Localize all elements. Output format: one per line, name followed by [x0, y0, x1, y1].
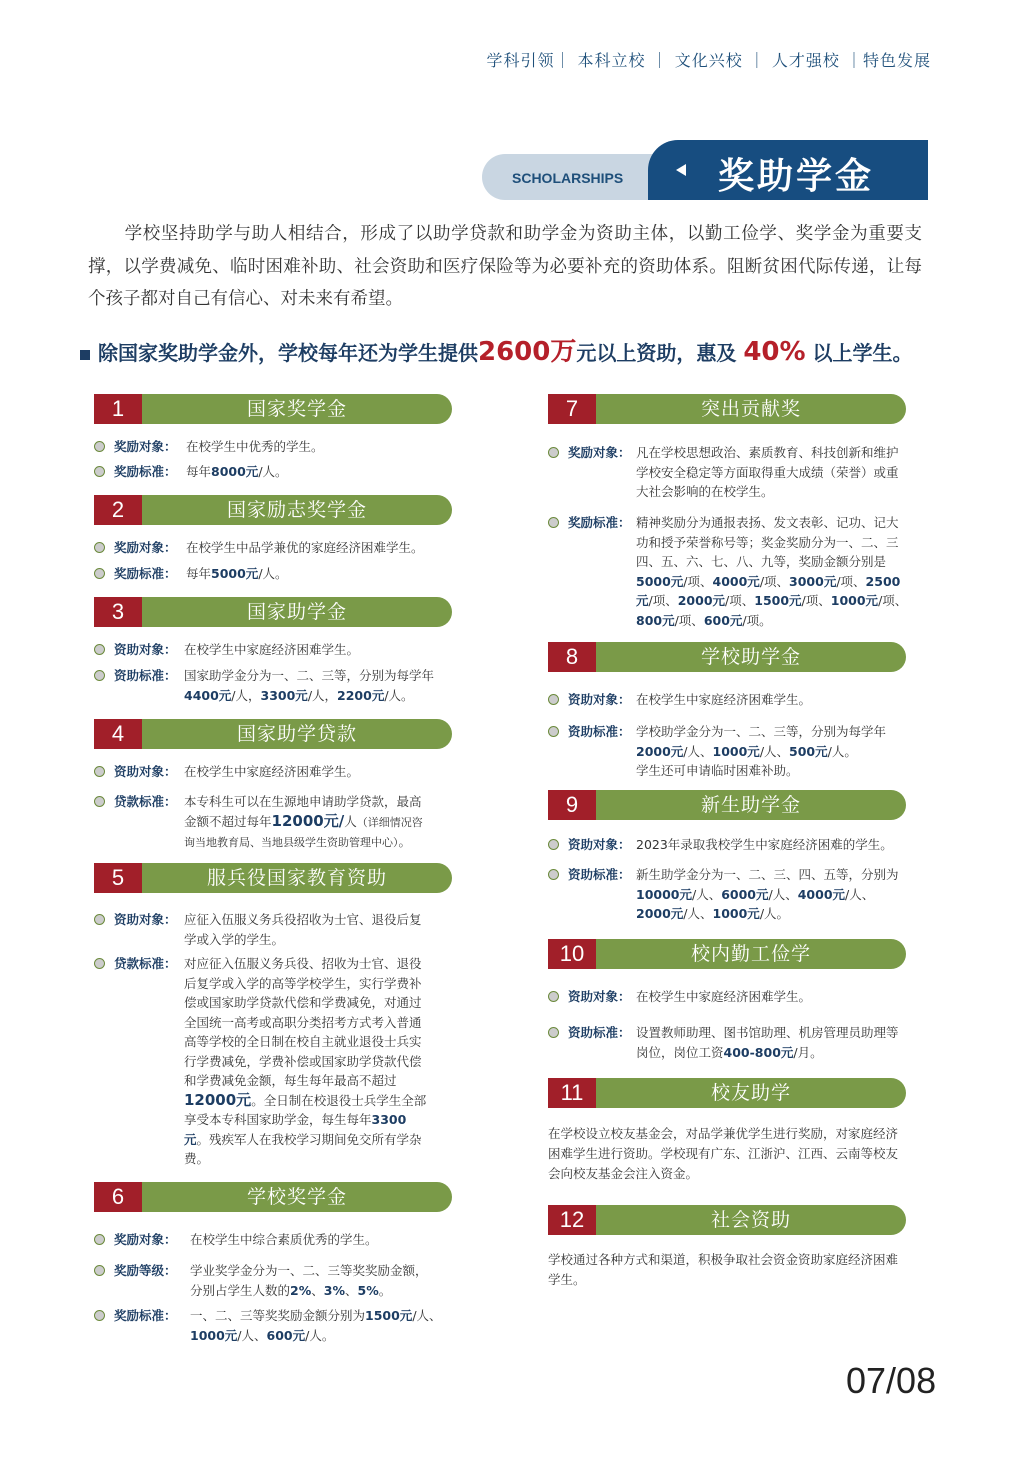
bullet-icon [94, 466, 105, 477]
section-2: 2 国家励志奖学金 [94, 495, 452, 525]
top-navigation: 学科引领｜ 本科立校 ｜ 文化兴校 ｜ 人才强校 ｜特色发展 [486, 51, 931, 70]
bullet-icon [94, 1234, 105, 1245]
section-9: 9 新生助学金 [548, 790, 906, 820]
bullet-icon [548, 726, 559, 737]
bullet-icon [94, 644, 105, 655]
page-number: 07/08 [846, 1360, 937, 1401]
section-11-text: 在学校设立校友基金会，对品学兼优学生进行奖励，对家庭经济困难学生进行资助。学校现有广东、江浙沪、江西、云南等校友会向校友基金会注入资金。 [548, 1126, 899, 1181]
section-12: 12 社会资助 [548, 1205, 906, 1235]
section-7: 7 突出贡献奖 [548, 394, 906, 424]
bullet-icon [94, 766, 105, 777]
section-10: 10 校内勤工俭学 [548, 939, 906, 969]
section-4: 4 国家助学贷款 [94, 719, 452, 749]
bullet-icon [94, 958, 105, 969]
bullet-icon [548, 869, 559, 880]
triangle-left-icon [676, 164, 686, 176]
section-title: 国家助学金 [246, 601, 347, 623]
section-1: 1 国家奖学金 [94, 394, 452, 424]
section-title: 服兵役国家教育资助 [206, 867, 387, 889]
bullet-icon [548, 517, 559, 528]
bullet-icon [548, 447, 559, 458]
section-11: 11 校友助学 [548, 1078, 906, 1108]
intro-paragraph: 学校坚持助学与助人相结合，形成了以助学贷款和助学金为资助主体，以勤工俭学、奖学金为重要支撑，以学费减免、临时困难补助、社会资助和医疗保险等为必要补充的资助体系。阻断贫困代际传递，让每个孩子都对自己有信心、对未来有希望。 [88, 224, 922, 309]
section-banner [482, 140, 928, 200]
bullet-icon [548, 694, 559, 705]
bullet-icon [94, 1265, 105, 1276]
bullet-icon [548, 991, 559, 1002]
bullet-icon [94, 441, 105, 452]
section-title: 学校奖学金 [246, 1186, 347, 1208]
banner-english-title: SCHOLARSHIPS [512, 170, 624, 186]
section-5: 5 服兵役国家教育资助 [94, 863, 452, 893]
section-title: 国家奖学金 [246, 398, 347, 420]
section-title: 国家助学贷款 [236, 723, 357, 745]
section-title: 突出贡献奖 [700, 398, 801, 420]
page-title: 奖助学金 [718, 156, 875, 197]
section-title: 学校助学金 [700, 646, 801, 668]
section-12-text: 学校通过各种方式和渠道，积极争取社会资金资助家庭经济困难学生。 [548, 1252, 899, 1287]
square-bullet-icon [80, 350, 90, 360]
highlight-line: 除国家奖助学金外，学校每年还为学生提供2600万元以上资助，惠及 40% 以上学生。 [80, 331, 940, 368]
section-title: 社会资助 [710, 1209, 791, 1231]
section-8: 8 学校助学金 [548, 642, 906, 672]
bullet-icon [94, 914, 105, 925]
bullet-icon [94, 568, 105, 579]
bullet-icon [94, 542, 105, 553]
section-3: 3 国家助学金 [94, 597, 452, 627]
bullet-icon [94, 670, 105, 681]
section-title: 校友助学 [710, 1082, 791, 1104]
bullet-icon [94, 796, 105, 807]
section-title: 国家励志奖学金 [226, 499, 367, 521]
bullet-icon [94, 1310, 105, 1321]
bullet-icon [548, 839, 559, 850]
section-6: 6 学校奖学金 [94, 1182, 452, 1212]
section-title: 新生助学金 [700, 794, 801, 816]
section-title: 校内勤工俭学 [690, 943, 811, 965]
bullet-icon [548, 1027, 559, 1038]
